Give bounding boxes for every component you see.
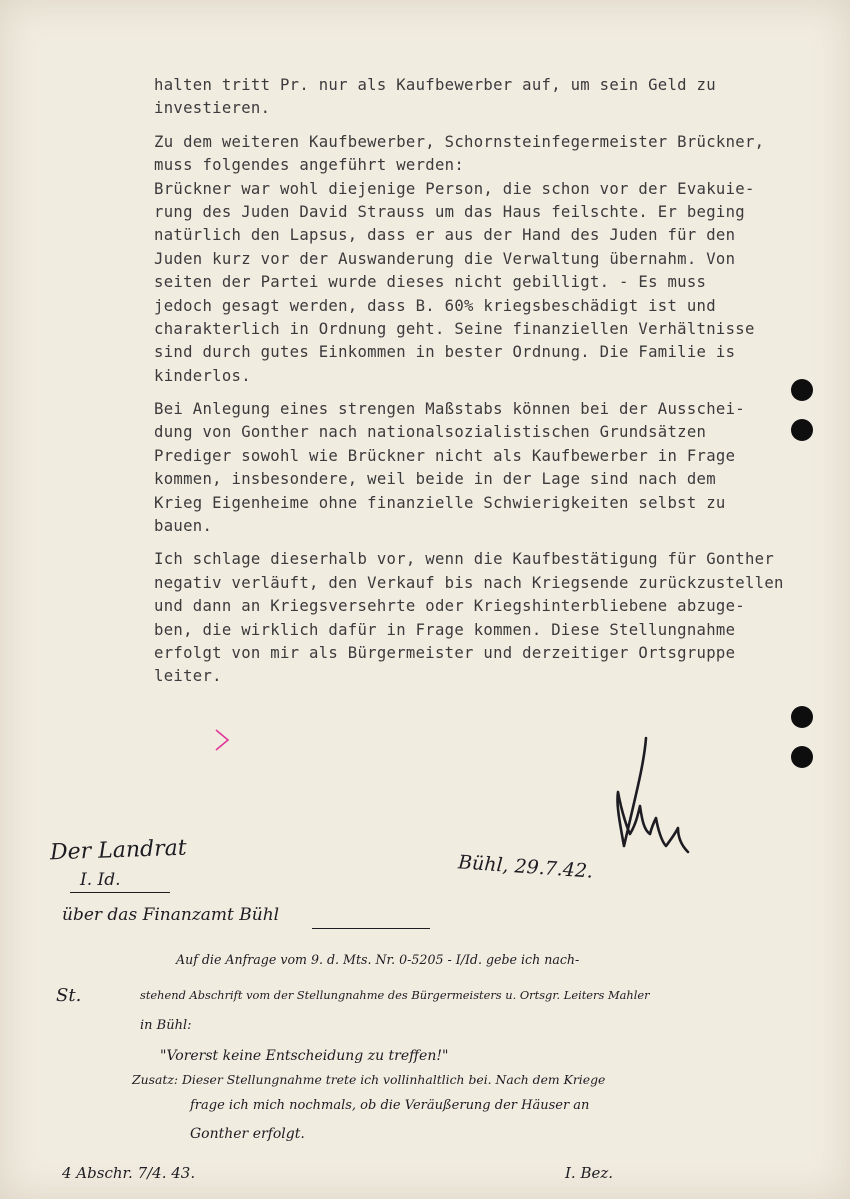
typed-line: halten tritt Pr. nur als Kaufbewerber auf, um sein Geld zu xyxy=(154,76,716,94)
typed-line: natürlich den Lapsus, dass er aus der Hand des Juden für den xyxy=(154,226,736,245)
punch-hole-2 xyxy=(791,419,813,441)
hw-via: über das Finanzamt Bühl xyxy=(62,905,280,925)
typed-line: charakterlich in Ordnung geht. Seine finanziellen Verhältnisse xyxy=(154,319,755,338)
pink-correction-mark xyxy=(213,728,231,752)
typed-line: jedoch gesagt werden, dass B. 60% kriegsbeschädigt ist und xyxy=(154,296,716,315)
typed-line: rung des Juden David Strauss um das Haus feilschte. Er beging xyxy=(154,202,745,221)
typed-line: kommen, insbesondere, weil beide in der Lage sind nach dem xyxy=(154,470,716,489)
typed-line: negativ verläuft, den Verkauf bis nach Kriegsende zurückzustellen xyxy=(154,573,784,592)
typed-line: leiter. xyxy=(154,667,222,686)
typed-line: sind durch gutes Einkommen in bester Ordnung. Die Familie is xyxy=(154,343,736,362)
hw-department-underline xyxy=(70,892,170,893)
typed-line: bauen. xyxy=(154,517,213,536)
hw-margin-note: St. xyxy=(56,985,82,1006)
typed-paragraph xyxy=(154,398,844,538)
typed-line: dung von Gonther nach nationalsozialistischen Grundsätzen xyxy=(154,423,707,442)
typed-line: erfolgt von mir als Bürgermeister und derzeitiger Ortsgruppe xyxy=(154,643,736,662)
hw-department: I. Id. xyxy=(80,870,121,890)
hw-footer-right: I. Bez. xyxy=(565,1164,614,1182)
mayor-signature xyxy=(606,734,696,864)
typed-line: muss folgendes angeführt werden: xyxy=(154,156,465,175)
hw-via-underline xyxy=(312,928,430,929)
typed-line: Ich schlage dieserhalb vor, wenn die Kaufbestätigung für Gonther xyxy=(154,550,775,569)
typed-paragraph xyxy=(154,131,844,388)
typed-line: Bei Anlegung eines strengen Maßstabs können bei der Ausschei- xyxy=(154,400,745,419)
hw-body-line-1: Auf die Anfrage vom 9. d. Mts. Nr. 0-5205 - I/Id. gebe ich nach- xyxy=(176,952,580,967)
hw-body-line-5: Zusatz: Dieser Stellungnahme trete ich vollinhaltlich bei. Nach dem Kriege xyxy=(132,1072,606,1087)
typed-line: ben, die wirklich dafür in Frage kommen. Diese Stellungnahme xyxy=(154,620,736,639)
hw-body-line-7: Gonther erfolgt. xyxy=(190,1126,305,1142)
typed-paragraph xyxy=(154,548,844,688)
typed-line: Krieg Eigenheime ohne finanzielle Schwierigkeiten selbst zu xyxy=(154,493,726,512)
hw-addressee: Der Landrat xyxy=(49,835,188,866)
typed-line: Brückner war wohl diejenige Person, die schon vor der Evakuie- xyxy=(154,179,755,198)
punch-hole-4 xyxy=(791,746,813,768)
punch-hole-3 xyxy=(791,706,813,728)
typed-line: Juden kurz vor der Auswanderung die Verwaltung übernahm. Von xyxy=(154,249,736,268)
hw-body-line-2: stehend Abschrift vom der Stellungnahme des Bürgermeisters u. Ortsgr. Leiters Mahler xyxy=(140,988,650,1002)
typed-line: Prediger sowohl wie Brückner nicht als Kaufbewerber in Frage xyxy=(154,446,736,465)
typed-line: und dann an Kriegsversehrte oder Kriegshinterbliebene abzuge- xyxy=(154,597,745,616)
typed-paragraph xyxy=(154,74,844,121)
punch-hole-1 xyxy=(791,379,813,401)
typed-line: seiten der Partei wurde dieses nicht gebilligt. - Es muss xyxy=(154,273,707,292)
hw-body-line-3: in Bühl: xyxy=(140,1018,192,1033)
typed-line: Zu dem weiteren Kaufbewerber, Schornsteinfegermeister Brückner, xyxy=(154,132,765,151)
hw-body-line-6: frage ich mich nochmals, ob die Veräußerung der Häuser an xyxy=(190,1098,590,1113)
typed-line: kinderlos. xyxy=(154,366,251,385)
typed-letter-body xyxy=(154,74,844,699)
hw-body-line-4: "Vorerst keine Entscheidung zu treffen!" xyxy=(160,1048,449,1064)
hw-footer-left: 4 Abschr. 7/4. 43. xyxy=(62,1164,196,1182)
hw-date-line: Bühl, 29.7.42. xyxy=(457,851,594,883)
typed-line: investieren. xyxy=(154,99,271,118)
